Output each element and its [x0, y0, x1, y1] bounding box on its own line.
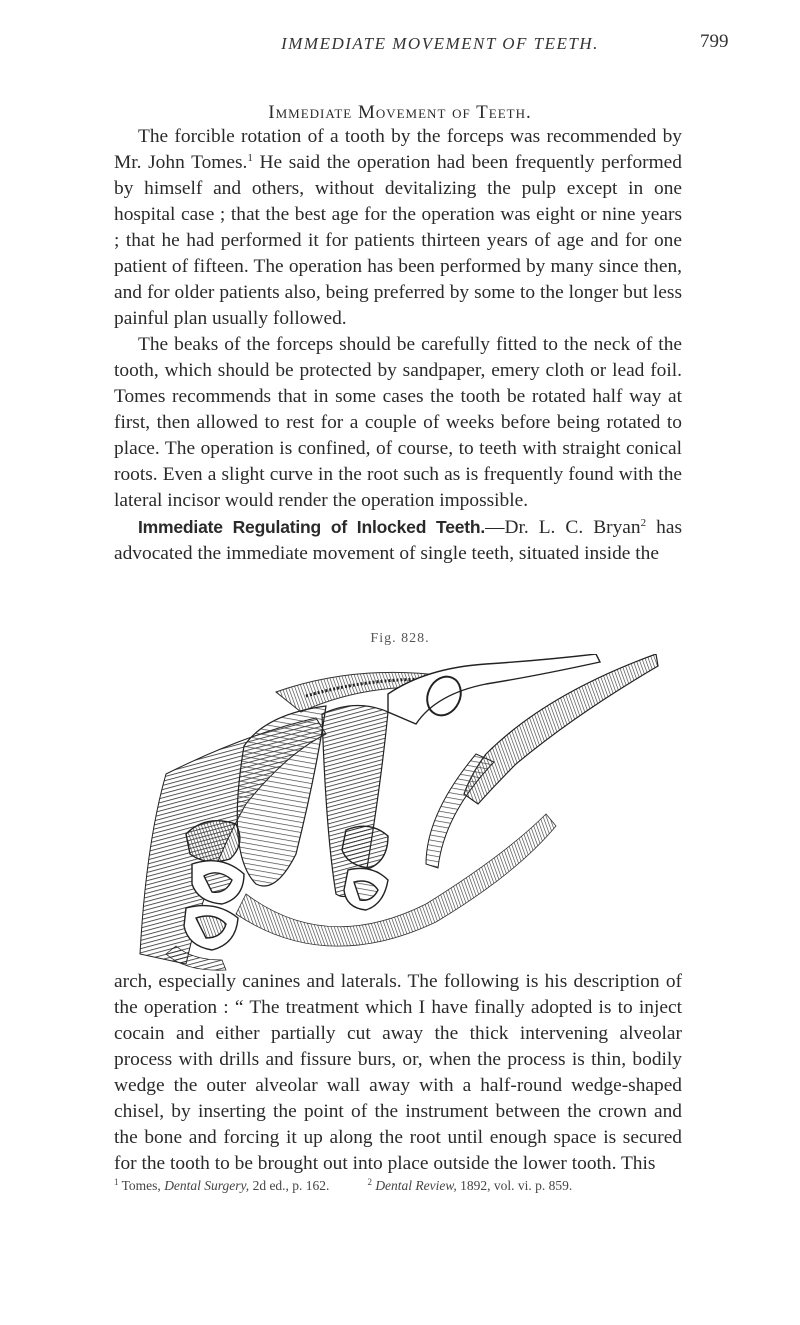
page-number: 799: [700, 31, 729, 52]
footnote-ref-2[interactable]: 2: [640, 517, 647, 529]
tooth-molar-3: [184, 906, 238, 950]
figure-caption: Fig. 828.: [370, 631, 430, 646]
forceps-beak-center: [322, 705, 388, 896]
paragraph-operation-description: arch, especially canines and laterals. The following is his description of the operation : “ The treatment which I have finally adopted is to inject cocain and either partially cut away the thick intervening alveolar process with drills and fissure burs, or, when the process is thin, bodily wedge the outer alveolar wall away with a half-round wedge-shaped chisel, by inserting the point of the instrument between the crown and the bone and forcing it up along the root until enough space is secured for the tooth to be brought out into place outside the lower tooth. This: [114, 971, 682, 1174]
paragraph-forcible-rotation: The forcible rotation of a tooth by the forceps was recommended by Mr. John Tomes.$^1$ He said the operation had been frequently performed by himself and others, without devitalizing the pulp except in one hospital case ; that the best age for the operation was eight or nine years ; that he had performed it for patients thirteen years of age and for one patient of fifteen. The operation has been performed by many since then, and for older patients also, being preferred by some to the longer but less painful plan usually followed.: [114, 126, 682, 329]
body-text-bottom: [114, 969, 682, 1177]
section-heading: Immediate Movement of Teeth.: [268, 102, 532, 123]
footnote-1-title: Dental Surgery,: [164, 1178, 250, 1193]
body-text-top: [114, 124, 682, 567]
footnote-1: $^1$ Tomes, Dental Surgery, 2d ed., p. 162.: [114, 1177, 330, 1193]
figure-forceps-illustration: [126, 654, 666, 974]
footnote-ref-1[interactable]: 1: [247, 152, 253, 164]
paragraph-inlocked-teeth: Immediate Regulating of Inlocked Teeth.—Dr. L. C. Bryan$^2$ has advocated the immediate movement of single teeth, situated inside the: [114, 517, 682, 564]
footnote-2: $^2$ Dental Review, 1892, vol. vi. p. 859.: [367, 1177, 573, 1193]
subsection-heading: Immediate Regulating of Inlocked Teeth.: [138, 517, 486, 537]
forceps-beak-left: [237, 706, 326, 886]
tooth-molar-1: [186, 821, 240, 862]
running-head: IMMEDIATE MOVEMENT OF TEETH.: [281, 34, 599, 53]
paragraph-forceps-beaks: The beaks of the forceps should be carefully fitted to the neck of the tooth, which should be protected by sandpaper, emery cloth or lead foil. Tomes recommends that in some cases the tooth be rotated half way at first, then allowed to rest for a couple of weeks before being rotated to place. The operation is confined, of course, to teeth with straight conical roots. Even a slight curve in the root such as is frequently found with the lateral incisor would render the operation impossible.: [114, 334, 682, 511]
footnote-2-title: Dental Review,: [375, 1178, 457, 1193]
footnotes: [114, 1178, 694, 1194]
